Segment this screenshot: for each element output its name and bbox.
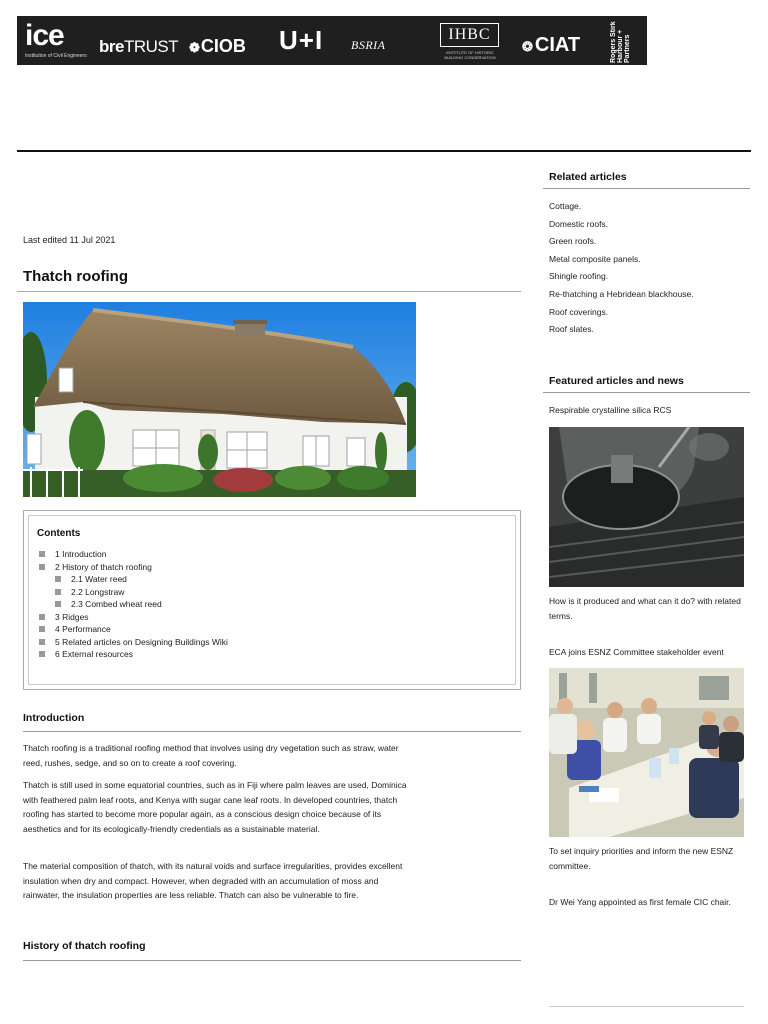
ciob-logo[interactable] bbox=[189, 36, 246, 57]
toc-title: Contents bbox=[37, 528, 81, 539]
intro-paragraph-2: Thatch is still used in some equatorial countries, such as in Fiji where palm leaves are used, Dominica with feathered palm leaf roots, and Kenya with sugar cane leaf roots. In developed countries, thatch roofing has started to become more popular again, as a conscious design choice because of its aesthetics and for its ecologically-friendly credentials as a sustainable material. bbox=[23, 780, 407, 834]
rsh-logo[interactable]: Rogers Stirk Harbour + Partners bbox=[610, 21, 631, 63]
bullet-square-icon bbox=[39, 639, 45, 645]
partner-banner bbox=[17, 16, 647, 65]
toc-item-performance[interactable] bbox=[37, 623, 507, 636]
toc-item-label: 5 Related articles on Designing Buildings Wiki bbox=[55, 636, 228, 647]
ciat-logo[interactable] bbox=[522, 34, 580, 57]
ihbc-logo[interactable]: IHBC bbox=[440, 23, 499, 47]
bsria-logo[interactable]: BSRIA bbox=[351, 38, 386, 52]
toc-inner-frame bbox=[28, 515, 516, 685]
toc-list bbox=[37, 548, 507, 661]
ice-logo-subtitle: Institution of Civil Engineers bbox=[25, 53, 87, 59]
toc-item-label: 6 External resources bbox=[55, 649, 133, 659]
u-plus-i-logo[interactable]: U+I bbox=[279, 25, 324, 55]
toc-item-combed-wheat-reed[interactable] bbox=[37, 598, 507, 611]
featured-caption-eca-esnz: To set inquiry priorities and inform the new ESNZ committee. bbox=[549, 846, 734, 871]
bullet-square-icon bbox=[39, 626, 45, 632]
featured-caption-silica: How is it produced and what can it do? with related terms. bbox=[549, 596, 741, 621]
related-link-rethatching-blackhouse[interactable]: Re-thatching a Hebridean blackhouse. bbox=[549, 288, 694, 299]
bullet-square-icon bbox=[55, 576, 61, 582]
bullet-square-icon bbox=[39, 564, 45, 570]
toc-item-external-resources[interactable] bbox=[37, 648, 507, 661]
bullet-square-icon bbox=[39, 651, 45, 657]
history-heading: History of thatch roofing bbox=[23, 940, 146, 952]
intro-paragraph-3: The material composition of thatch, with its natural voids and surface irregularities, provides excellent insulation when dry and compact. However, when degraded with an accumulation of moss and rainwater, the insulation properties are less reliable. Thatch can also be vulnerable to fire. bbox=[23, 861, 403, 900]
bullet-square-icon bbox=[55, 589, 61, 595]
related-articles-divider bbox=[543, 188, 750, 189]
thatched-cottage-image bbox=[23, 302, 416, 497]
bre-logo-suffix: TRUST bbox=[123, 37, 179, 56]
introduction-heading: Introduction bbox=[23, 712, 85, 724]
last-edited-date: Last edited 11 Jul 2021 bbox=[23, 235, 116, 245]
page-title: Thatch roofing bbox=[23, 268, 128, 285]
toc-item-introduction[interactable] bbox=[37, 548, 507, 561]
featured-next-item-edge bbox=[549, 1006, 744, 1007]
intro-paragraph-1: Thatch roofing is a traditional roofing method that involves using dry vegetation such as straw, water reed, rushes, sedge, and so on to create a roof covering. bbox=[23, 743, 399, 768]
ciat-mark-icon: ❂ bbox=[522, 39, 533, 54]
toc-item-label: 2 History of thatch roofing bbox=[55, 561, 152, 572]
bre-trust-logo[interactable] bbox=[99, 37, 178, 57]
featured-title-silica[interactable]: Respirable crystalline silica RCS bbox=[549, 405, 672, 415]
bullet-square-icon bbox=[55, 601, 61, 607]
related-link-domestic-roofs[interactable]: Domestic roofs. bbox=[549, 218, 609, 229]
related-articles-heading: Related articles bbox=[549, 171, 627, 183]
related-link-roof-coverings[interactable]: Roof coverings. bbox=[549, 306, 609, 317]
introduction-divider bbox=[23, 731, 521, 732]
title-divider bbox=[17, 291, 521, 292]
related-link-shingle-roofing[interactable]: Shingle roofing. bbox=[549, 271, 609, 282]
toc-item-label: 2.3 Combed wheat reed bbox=[71, 599, 162, 609]
related-link-metal-composite-panels[interactable]: Metal composite panels. bbox=[549, 253, 641, 264]
bre-logo-prefix: bre bbox=[99, 37, 124, 56]
related-link-green-roofs[interactable]: Green roofs. bbox=[549, 236, 597, 247]
bullet-square-icon bbox=[39, 614, 45, 620]
ice-logo[interactable]: ice bbox=[25, 19, 64, 52]
toc-item-label: 2.1 Water reed bbox=[71, 574, 127, 584]
toc-item-ridges[interactable] bbox=[37, 611, 507, 624]
toc-item-history[interactable] bbox=[37, 561, 507, 574]
featured-divider bbox=[543, 392, 750, 393]
related-articles-list bbox=[549, 198, 694, 339]
toc-item-label: 1 Introduction bbox=[55, 549, 107, 559]
committee-meeting-image[interactable] bbox=[549, 668, 744, 837]
featured-title-eca-esnz[interactable]: ECA joins ESNZ Committee stakeholder event bbox=[549, 647, 724, 657]
related-link-cottage[interactable]: Cottage. bbox=[549, 201, 582, 211]
ciob-logo-text: CIOB bbox=[200, 36, 246, 56]
history-divider bbox=[23, 960, 521, 961]
ciob-mark-icon: ❁ bbox=[189, 40, 200, 55]
toc-item-label: 3 Ridges bbox=[55, 611, 89, 622]
table-of-contents bbox=[23, 510, 521, 690]
featured-heading: Featured articles and news bbox=[549, 375, 684, 387]
ihbc-logo-subtitle: INSTITUTE OF HISTORIC BUILDING CONSERVATION bbox=[444, 50, 496, 60]
header-divider bbox=[17, 150, 751, 152]
toc-item-longstraw[interactable] bbox=[37, 586, 507, 599]
ciat-logo-text: CIAT bbox=[534, 34, 581, 56]
toc-item-label: 4 Performance bbox=[55, 624, 111, 634]
toc-item-label: 2.2 Longstraw bbox=[71, 586, 125, 597]
toc-item-water-reed[interactable] bbox=[37, 573, 507, 586]
silica-cutting-image[interactable] bbox=[549, 427, 744, 587]
toc-item-related-articles[interactable] bbox=[37, 636, 507, 649]
bullet-square-icon bbox=[39, 551, 45, 557]
related-link-roof-slates[interactable]: Roof slates. bbox=[549, 324, 594, 335]
featured-title-wei-yang[interactable]: Dr Wei Yang appointed as first female CIC chair. bbox=[549, 897, 731, 907]
